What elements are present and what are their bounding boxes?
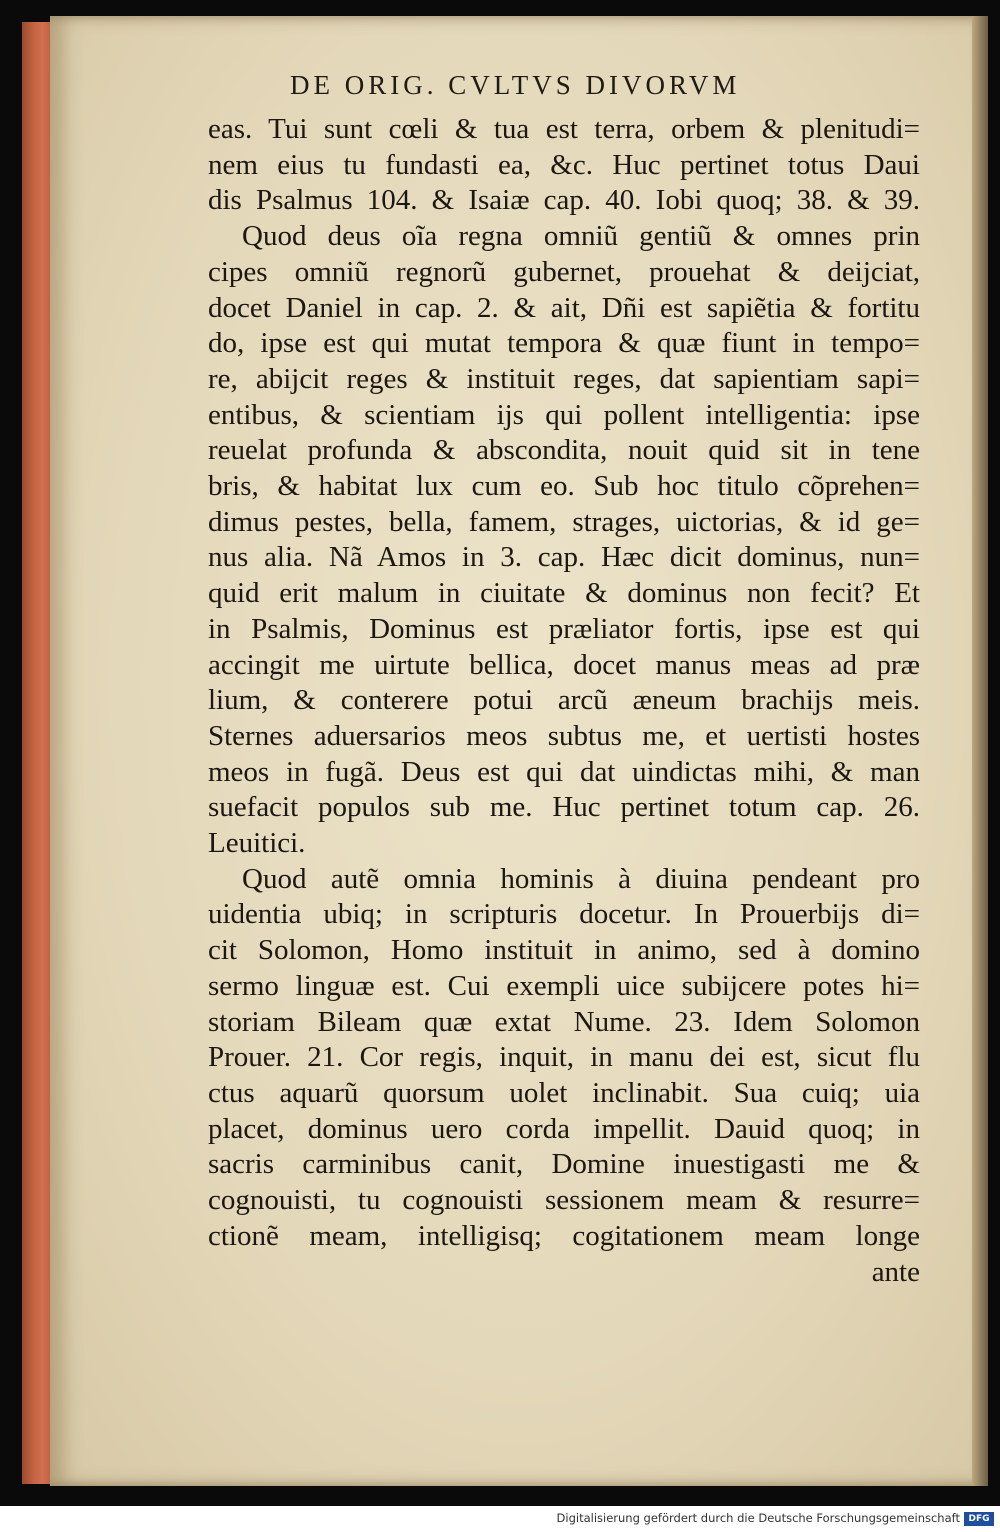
text-line: ctionẽ meam, intelligisq; cogitationem meam longe [208, 1219, 920, 1252]
text-line: storiam Bileam quæ extat Nume. 23. Idem Solomon [208, 1005, 920, 1038]
text-line: nem eius tu fundasti ea, &c. Huc pertinet totus Daui [208, 148, 920, 181]
text-line: Prouer. 21. Cor regis, inquit, in manu dei est, sicut flu [208, 1041, 920, 1074]
page-gutter [972, 16, 988, 1486]
text-line: in Psalmis, Dominus est præliator fortis, ipse est qui [208, 612, 920, 645]
text-line: entibus, & scientiam ijs qui pollent intelligentia: ipse [208, 398, 920, 431]
text-line: suefacit populos sub me. Huc pertinet totum cap. 26. [208, 791, 920, 824]
text-line: quid erit malum in ciuitate & dominus non fecit? Et [208, 577, 920, 610]
text-line: lium, & conterere potui arcũ æneum brachijs meis. [208, 684, 920, 717]
text-line: Sternes aduersarios meos subtus me, et uertisti hostes [208, 719, 920, 752]
text-line: docet Daniel in cap. 2. & ait, Dñi est sapiẽtia & fortitu [208, 291, 920, 324]
text-line: sermo linguæ est. Cui exempli uice subijcere potes hi= [208, 969, 920, 1002]
text-line: cognouisti, tu cognouisti sessionem meam & resurre= [208, 1184, 920, 1217]
text-line: reuelat profunda & abscondita, nouit quid sit in tene [208, 434, 920, 467]
text-line: dis Psalmus 104. & Isaiæ cap. 40. Iobi quoq; 38. & 39. [208, 184, 920, 217]
dfg-logo: DFG [964, 1512, 994, 1526]
text-line: bris, & habitat lux cum eo. Sub hoc titulo cõprehen= [208, 470, 920, 503]
running-head: DE ORIG. CVLTVS DIVORVM [290, 70, 741, 100]
text-line: cit Solomon, Homo instituit in animo, sed à domino [208, 934, 920, 967]
text-line: do, ipse est qui mutat tempora & quæ fiunt in tempo= [208, 327, 920, 360]
text-line: nus alia. Nã Amos in 3. cap. Hæc dicit dominus, nun= [208, 541, 920, 574]
text-line: Leuitici. [208, 827, 306, 860]
text-line: Quod autẽ omnia hominis à diuina pendeant pro [242, 862, 920, 895]
text-line: cipes omniũ regnorũ gubernet, prouehat & deijciat, [208, 255, 920, 288]
digitization-footer [0, 1506, 1000, 1532]
text-line: placet, dominus uero corda impellit. Dauid quoq; in [208, 1112, 920, 1145]
text-line: accingit me uirtute bellica, docet manus meas ad præ [208, 648, 920, 681]
text-line: re, abijcit reges & instituit reges, dat sapientiam sapi= [208, 362, 920, 395]
text-line: sacris carminibus canit, Domine inuestigasti me & [208, 1148, 920, 1181]
text-line: meos in fugã. Deus est qui dat uindictas mihi, & man [208, 755, 920, 788]
text-block [208, 112, 920, 1290]
text-line: uidentia ubiq; in scripturis docetur. In Prouerbijs di= [208, 898, 920, 931]
catchword: ante [871, 1255, 920, 1288]
funding-credit: Digitalisierung gefördert durch die Deutsche Forschungsgemeinschaft [556, 1511, 960, 1525]
text-line: Quod deus oĩa regna omniũ gentiũ & omnes prin [242, 220, 920, 253]
text-line: ctus aquarũ quorsum uolet inclinabit. Sua cuiq; uia [208, 1076, 920, 1109]
text-line: eas. Tui sunt cœli & tua est terra, orbem & plenitudi= [208, 113, 920, 145]
text-line: dimus pestes, bella, famem, strages, uictorias, & id ge= [208, 505, 920, 538]
